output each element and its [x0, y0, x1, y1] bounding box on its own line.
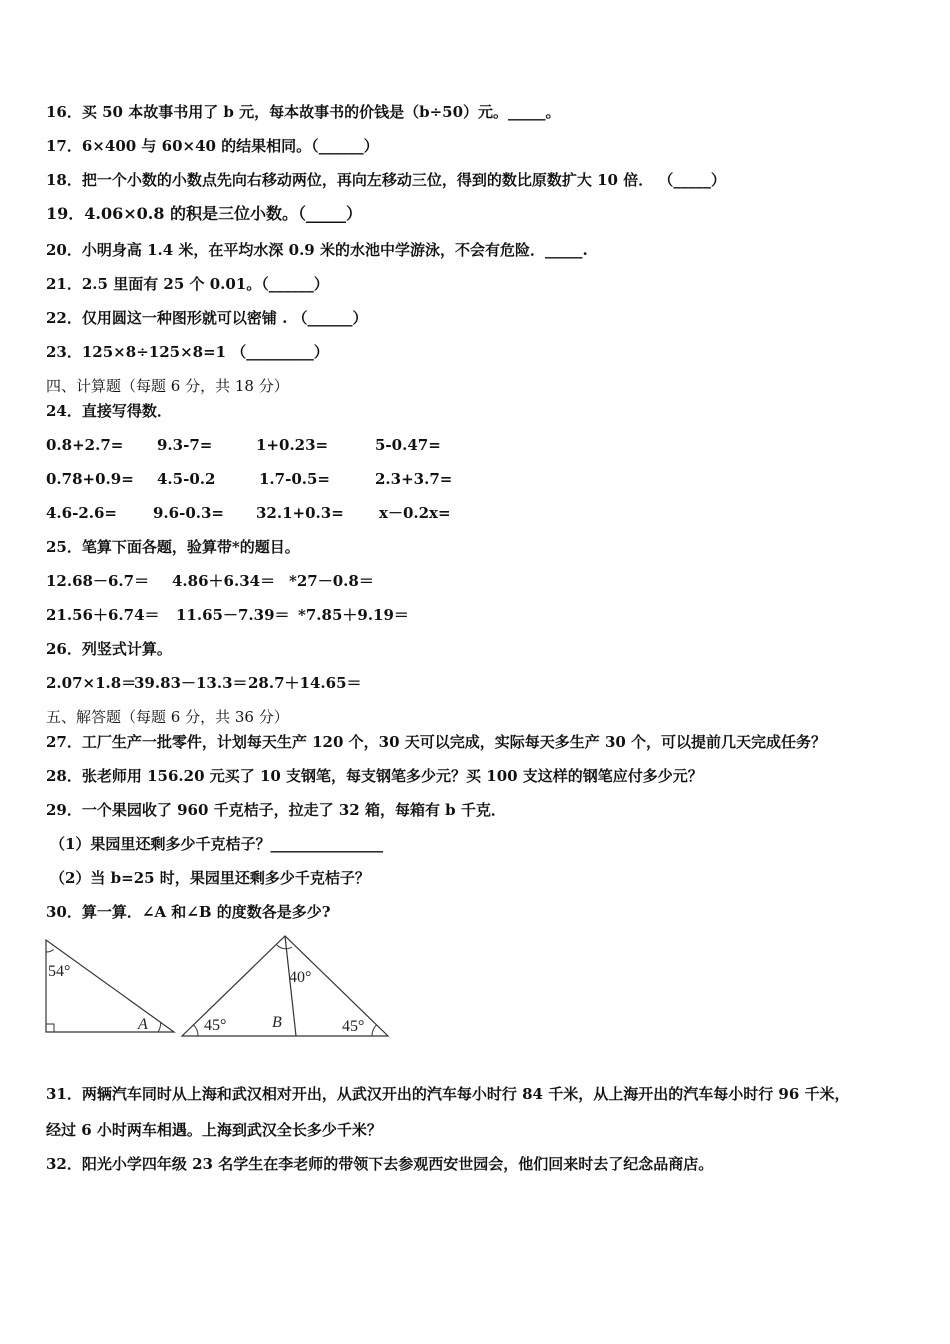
q24-item: 9.6-0.3= [153, 504, 224, 522]
label-45-left: 45° [204, 1017, 227, 1034]
question-29-part-2: （2）当 b=25 时，果园里还剩多少千克桔子？ [50, 869, 370, 887]
question-29-part-1: （1）果园里还剩多少千克桔子？_______________ [50, 835, 383, 853]
question-29: 29．一个果园收了 960 千克桔子，拉走了 32 箱，每箱有 b 千克． [46, 801, 506, 819]
label-A: A [138, 1016, 148, 1033]
question-28: 28．张老师用 156.20 元买了 10 支钢笔，每支钢笔多少元？买 100 支这样的钢笔应付多少元？ [46, 767, 703, 785]
section-5-title: 五、解答题（每题 6 分，共 36 分） [46, 708, 289, 726]
question-23: 23．125×8÷125×8=1 （_________） [46, 343, 329, 361]
question-24: 24．直接写得数． [46, 402, 172, 420]
q24-item: 4.5-0.2 [157, 470, 216, 488]
q25-item: 21.56＋6.74＝ [46, 606, 160, 624]
q24-item: 9.3-7= [157, 436, 213, 454]
angle-arc-45-left [194, 1025, 199, 1036]
question-26: 26．列竖式计算。 [46, 640, 172, 658]
q24-item: 2.3+3.7= [375, 470, 453, 488]
q26-item: 39.83－13.3＝ [134, 674, 248, 692]
q24-item: 1+0.23= [256, 436, 329, 454]
q25-item: 11.65－7.39＝ [176, 606, 290, 624]
question-19: 19．4.06×0.8 的积是三位小数。（_____） [46, 204, 363, 223]
angle-arc-45-right [372, 1025, 377, 1036]
question-22: 22．仅用圆这一种图形就可以密铺 . （______） [46, 309, 368, 327]
label-54: 54° [48, 963, 71, 980]
q24-item: 32.1+0.3= [256, 504, 344, 522]
question-18: 18．把一个小数的小数点先向右移动两位，再向左移动三位，得到的数比原数扩大 10 倍． （_____） [46, 171, 726, 189]
label-B: B [272, 1014, 282, 1031]
q24-item: x－0.2x= [379, 504, 451, 522]
angle-arc-54 [46, 950, 54, 953]
question-20: 20．小明身高 1.4 米，在平均水深 0.9 米的水池中学游泳，不会有危险．_____. [46, 241, 588, 259]
q25-item: 12.68－6.7＝ [46, 572, 150, 590]
right-triangle [46, 940, 174, 1032]
q25-item: *27－0.8＝ [289, 572, 374, 590]
label-40: 40° [289, 969, 312, 986]
question-31-line-1: 31．两辆汽车同时从上海和武汉相对开出，从武汉开出的汽车每小时行 84 千米，从上海开出的汽车每小时行 96 千米， [46, 1085, 850, 1103]
q24-item: 4.6-2.6= [46, 504, 117, 522]
question-30: 30．算一算．∠A 和∠B 的度数各是多少? [46, 903, 331, 921]
q26-item: 28.7＋14.65＝ [248, 674, 362, 692]
angle-arc-A [158, 1023, 161, 1032]
question-16: 16．买 50 本故事书用了 b 元，每本故事书的价钱是（b÷50）元。_____。 [46, 103, 561, 121]
question-27: 27．工厂生产一批零件，计划每天生产 120 个，30 天可以完成，实际每天多生产 30 个，可以提前几天完成任务？ [46, 733, 827, 751]
question-17: 17．6×400 与 60×40 的结果相同。（______） [46, 137, 379, 155]
label-45-right: 45° [342, 1018, 365, 1035]
triangle-figure [40, 930, 400, 1042]
split-line [285, 936, 296, 1036]
q24-item: 0.78+0.9= [46, 470, 134, 488]
section-4-title: 四、计算题（每题 6 分，共 18 分） [46, 377, 289, 395]
q26-item: 2.07×1.8＝ [46, 674, 137, 692]
question-25: 25．笔算下面各题，验算带*的题目。 [46, 538, 300, 556]
q25-item: *7.85＋9.19＝ [298, 606, 409, 624]
question-31-line-2: 经过 6 小时两车相遇。上海到武汉全长多少千米？ [46, 1121, 382, 1139]
angle-arc-40 [277, 945, 292, 949]
q24-item: 0.8+2.7= [46, 436, 124, 454]
q24-item: 1.7-0.5= [259, 470, 330, 488]
question-32: 32．阳光小学四年级 23 名学生在李老师的带领下去参观西安世园会，他们回来时去了纪念品商店。 [46, 1155, 714, 1173]
question-21: 21．2.5 里面有 25 个 0.01。（______） [46, 275, 329, 293]
q24-item: 5-0.47= [375, 436, 441, 454]
right-angle-mark [46, 1024, 54, 1032]
q25-item: 4.86＋6.34＝ [172, 572, 276, 590]
